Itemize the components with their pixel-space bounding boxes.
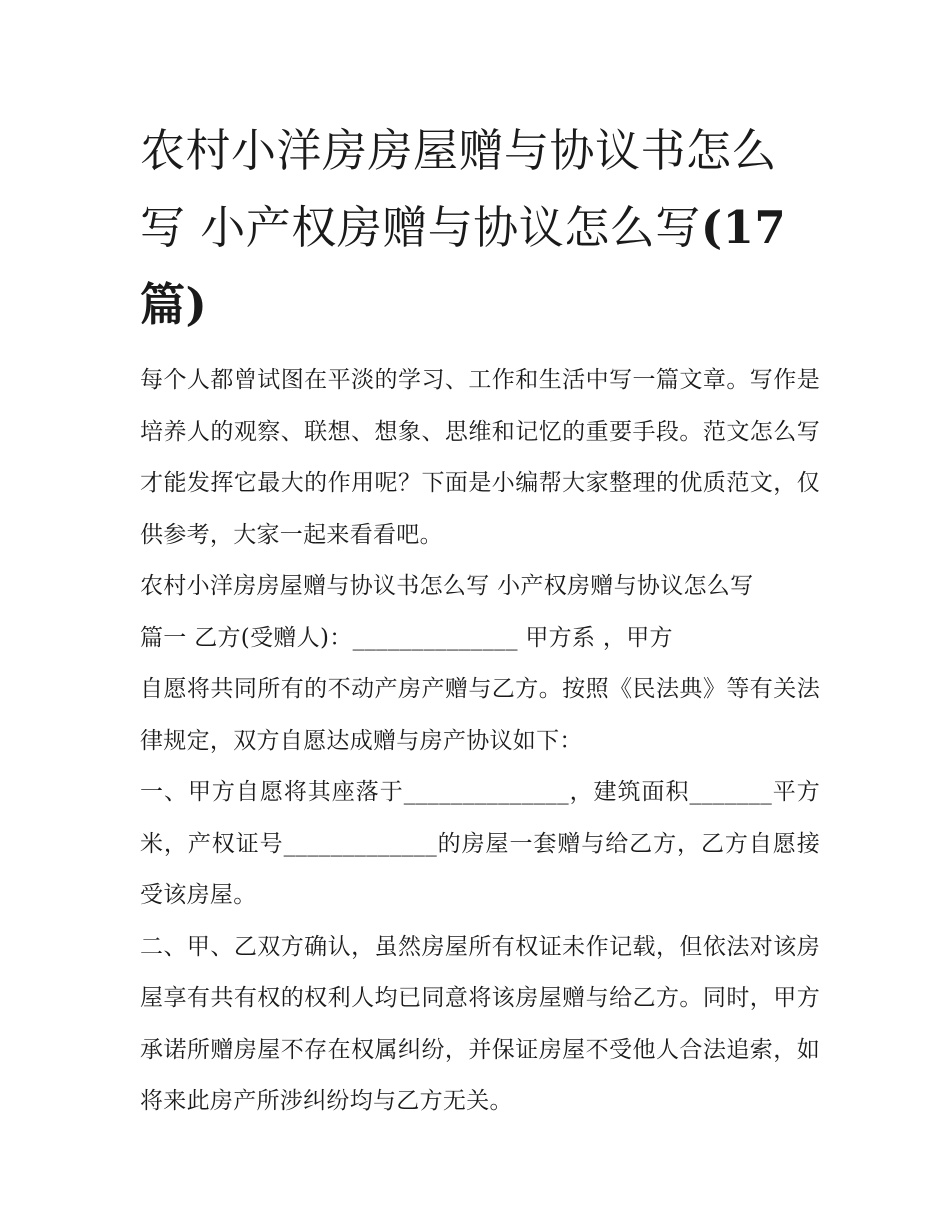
area-blank: _______	[689, 779, 773, 805]
clause-one-part1: 一、甲方自愿将其座落于	[140, 779, 404, 805]
section-heading: 农村小洋房房屋赠与协议书怎么写 小产权房赠与协议怎么写	[140, 573, 754, 599]
party-line	[140, 613, 820, 665]
clause-one-part2: ，建筑面积	[568, 779, 690, 805]
certificate-blank: _____________	[283, 830, 438, 857]
clause-one-part3: 平方米，产权证号	[140, 779, 820, 857]
recipient-blank: ______________	[352, 624, 518, 651]
clause-one-part4: 的房屋一套赠与给乙方，乙方自愿接受该房屋。	[140, 830, 820, 908]
party-line-suffix: 甲方系 ，甲方	[517, 624, 673, 651]
clause-two: 二、甲、乙双方确认，虽然房屋所有权证未作记载，但依法对该房屋享有共有权的权利人均已同意将该房屋赠与给乙方。同时，甲方承诺所赠房屋不存在权属纠纷，并保证房屋不受他人合法追索，如将来此房产所涉纠纷均与乙方无关。	[140, 933, 820, 1114]
party-line-prefix: 篇一 乙方(受赠人)：	[140, 624, 353, 651]
title-count: (17篇)	[140, 201, 787, 331]
document-body	[140, 355, 820, 1128]
location-blank: ______________	[403, 779, 569, 805]
title-main: 农村小洋房房屋赠与协议书怎么写 小产权房赠与协议怎么写	[140, 124, 778, 254]
document-title	[140, 112, 820, 343]
intro-paragraph: 每个人都曾试图在平淡的学习、工作和生活中写一篇文章。写作是培养人的观察、联想、想象、思维和记忆的重要手段。范文怎么写才能发挥它最大的作用呢？下面是小编帮大家整理的优质范文，仅供参考，大家一起来看看吧。	[140, 367, 820, 548]
gift-paragraph: 自愿将共同所有的不动产房产赠与乙方。按照《民法典》等有关法律规定，双方自愿达成赠与房产协议如下：	[140, 676, 820, 754]
clause-one	[140, 767, 820, 922]
